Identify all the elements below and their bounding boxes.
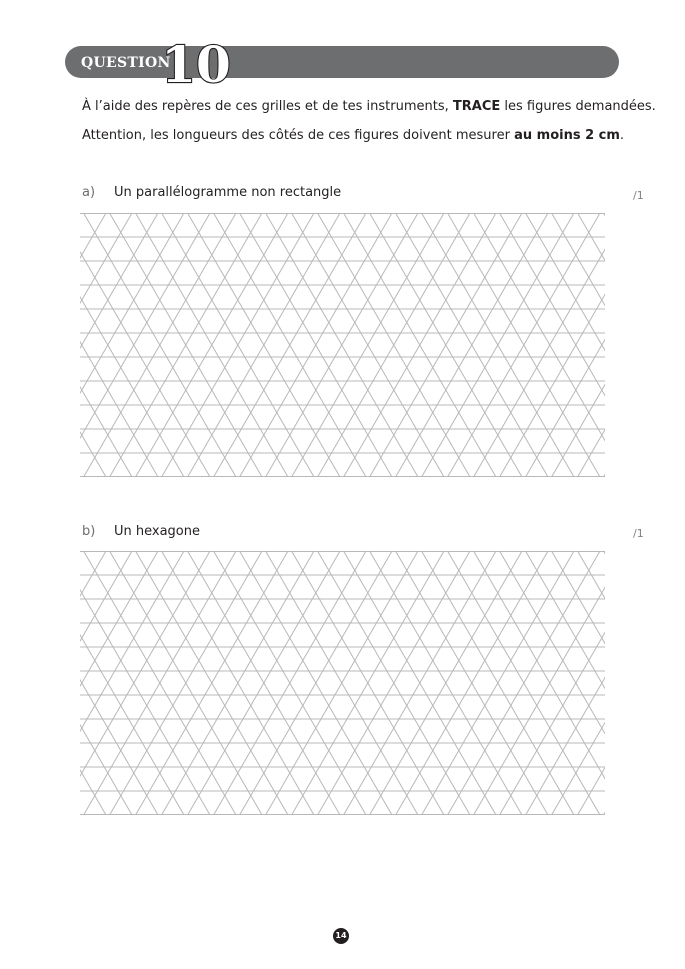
grid-diagonal-line: [578, 551, 685, 815]
grid-diagonal-line: [604, 213, 685, 477]
grid-diagonal-line: [682, 551, 685, 815]
grid-diagonal-line: [0, 213, 54, 477]
grid-diagonal-line: [656, 213, 685, 477]
grid-diagonal-line: [0, 213, 80, 477]
grid-diagonal-line: [630, 213, 685, 477]
question-label: QUESTION: [81, 55, 171, 71]
grid-diagonal-line: [0, 213, 132, 477]
item-a-text: Un parallélogramme non rectangle: [114, 185, 342, 200]
grid-diagonal-line: [656, 213, 685, 477]
instruction-line-1: [82, 98, 656, 116]
grid-diagonal-line: [0, 213, 132, 477]
grid-diagonal-line: [0, 551, 80, 815]
grid-diagonal-line: [0, 213, 106, 477]
item-b-score: /1: [633, 527, 644, 540]
grid-diagonal-line: [604, 213, 685, 477]
item-a-score: /1: [633, 189, 644, 202]
instruction-2-bold: au moins 2 cm: [514, 128, 620, 143]
instruction-2-end: .: [619, 128, 625, 143]
instruction-1-bold: TRACE: [452, 99, 501, 114]
grid-diagonal-line: [578, 213, 685, 477]
grid-diagonal-line: [552, 213, 685, 477]
grid-diagonal-line: [630, 551, 685, 815]
grid-diagonal-line: [656, 551, 685, 815]
grid-diagonal-line: [552, 551, 685, 815]
grid-diagonal-line: [630, 551, 685, 815]
item-a-letter: a): [82, 185, 96, 200]
question-number: [161, 35, 231, 94]
question-number-text: 10: [161, 35, 231, 94]
grid-diagonal-line: [0, 551, 132, 815]
item-b-letter: b): [82, 524, 96, 539]
grid-diagonal-line: [682, 213, 685, 477]
grid-diagonal-line: [0, 551, 54, 815]
grid-diagonal-line: [0, 551, 132, 815]
grid-diagonal-line: [578, 213, 685, 477]
page-number: 14: [333, 928, 349, 944]
grid-diagonal-line: [0, 551, 54, 815]
grid-diagonal-line: [682, 551, 685, 815]
grid-diagonal-line: [578, 551, 685, 815]
grid-diagonal-line: [0, 551, 106, 815]
item-b-text: Un hexagone: [114, 524, 200, 539]
grid-diagonal-line: [0, 213, 106, 477]
grid-diagonal-line: [0, 213, 54, 477]
triangle-grid-b[interactable]: [80, 551, 605, 815]
grid-diagonal-line: [0, 213, 80, 477]
instruction-1-end: les figures demandées.: [500, 99, 656, 114]
grid-diagonal-line: [656, 551, 685, 815]
grid-diagonal-line: [682, 213, 685, 477]
grid-diagonal-line: [552, 213, 685, 477]
triangle-grid-a[interactable]: [80, 213, 605, 477]
instruction-line-2: [82, 127, 624, 145]
instruction-2-start: Attention, les longueurs des côtés de ces figures doivent mesurer: [82, 128, 515, 143]
instruction-1-start: À l’aide des repères de ces grilles et de tes instruments,: [82, 99, 453, 114]
grid-diagonal-line: [630, 213, 685, 477]
grid-diagonal-line: [604, 551, 685, 815]
grid-diagonal-line: [0, 551, 80, 815]
grid-diagonal-line: [552, 551, 685, 815]
grid-diagonal-line: [604, 551, 685, 815]
grid-diagonal-line: [0, 551, 106, 815]
